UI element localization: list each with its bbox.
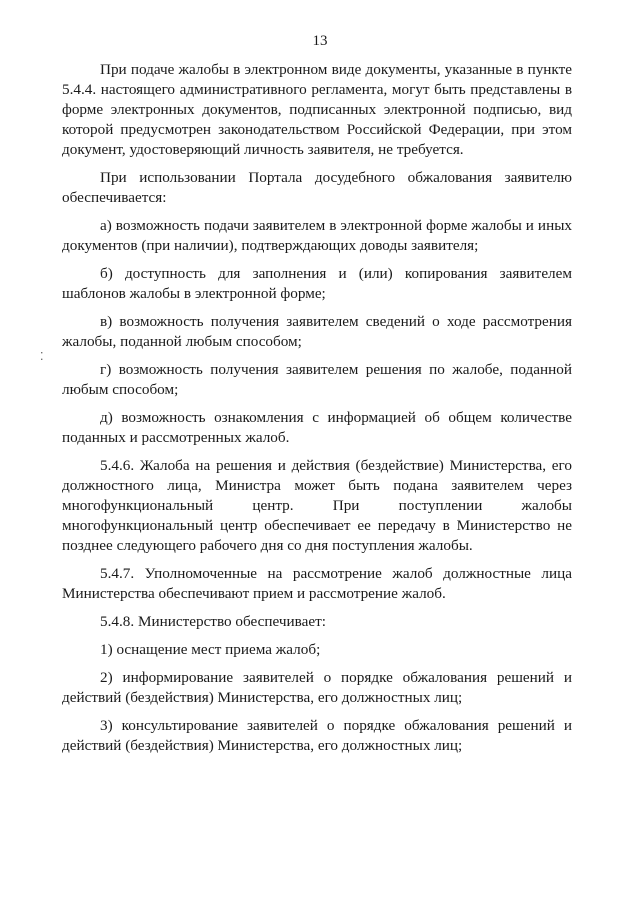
list-item-g: г) возможность получения заявителем решения по жалобе, поданной любым способом; xyxy=(62,361,572,398)
section-5-4-8: 5.4.8. Министерство обеспечивает: xyxy=(100,613,326,630)
list-item-b: б) доступность для заполнения и (или) копирования заявителем шаблонов жалобы в электронной форме; xyxy=(62,265,572,302)
document-body xyxy=(62,60,572,764)
section-5-4-7: 5.4.7. Уполномоченные на рассмотрение жалоб должностные лица Министерства обеспечивают прием и рассмотрение жалоб. xyxy=(62,565,572,602)
numbered-item-3: 3) консультирование заявителей о порядке обжалования решений и действий (бездействия) Министерства, его должностных лиц; xyxy=(62,717,572,754)
list-item-v: в) возможность получения заявителем сведений о ходе рассмотрения жалобы, поданной любым способом; xyxy=(62,313,572,350)
numbered-item-2: 2) информирование заявителей о порядке обжалования решений и действий (бездействия) Министерства, его должностных лиц; xyxy=(62,669,572,706)
section-5-4-6: 5.4.6. Жалоба на решения и действия (бездействие) Министерства, его должностного лица, Министра может быть подана заявителем через многофункциональный центр. При поступлении жалобы многофункциональный центр обеспечивает ее передачу в Министерство не позднее следующего рабочего дня со дня поступления жалобы. xyxy=(62,457,572,554)
list-item-d: д) возможность ознакомления с информацией об общем количестве поданных и рассмотренных жалоб. xyxy=(62,409,572,446)
numbered-item-1: 1) оснащение мест приема жалоб; xyxy=(100,641,321,658)
paragraph-portal-provides: При использовании Портала досудебного обжалования заявителю обеспечивается: xyxy=(62,169,572,206)
paragraph-electronic-submission: При подаче жалобы в электронном виде документы, указанные в пункте 5.4.4. настоящего административного регламента, могут быть представлены в форме электронных документов, подписанных электронной подписью, вид которой предусмотрен законодательством Российской Федерации, при этом документ, удостоверяющий личность заявителя, не требуется. xyxy=(62,61,572,158)
scan-artifact-mark: ⁚ xyxy=(40,351,44,363)
list-item-a: а) возможность подачи заявителем в электронной форме жалобы и иных документов (при наличии), подтверждающих доводы заявителя; xyxy=(62,217,572,254)
page-number: 13 xyxy=(312,33,328,49)
